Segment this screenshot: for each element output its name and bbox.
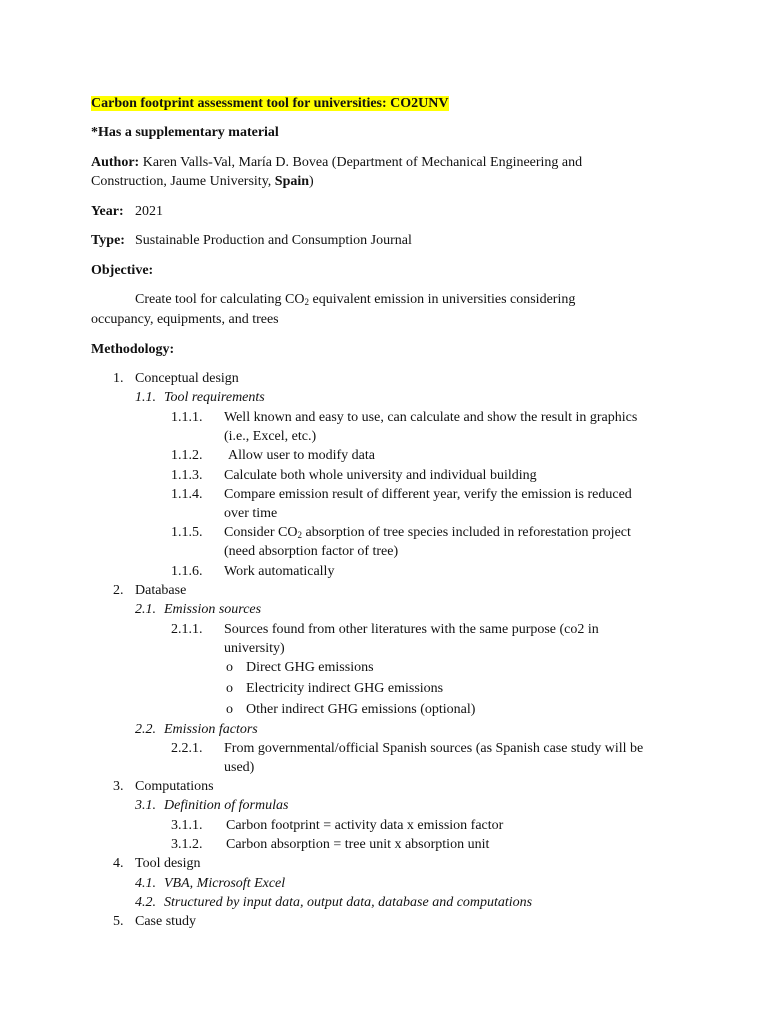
list-number: 1.1.2. (171, 448, 203, 463)
list-item: Definition of formulas (164, 798, 289, 813)
list-item: Carbon footprint = activity data x emission factor (226, 818, 504, 833)
list-number: 1.1.6. (171, 564, 203, 579)
list-item: From governmental/official Spanish sources (as Spanish case study will be (224, 741, 644, 756)
objective-text-2: occupancy, equipments, and trees (91, 312, 279, 327)
author-line-2: Construction, Jaume University, Spain) (91, 174, 314, 189)
bullet-item: Direct GHG emissions (246, 660, 374, 675)
list-item: Case study (135, 914, 197, 929)
list-number: 1.1.3. (171, 468, 203, 483)
list-number: 1.1. (135, 390, 156, 405)
list-item-continued: over time (224, 506, 278, 521)
list-number: 1.1.4. (171, 487, 203, 502)
list-number: 5. (113, 914, 124, 929)
list-number: 3.1.2. (171, 837, 203, 852)
objective-text: Create tool for calculating $CO_2$ equivalent emission in universities considering (135, 292, 576, 307)
document-title: Carbon footprint assessment tool for universities: CO2UNV (91, 96, 449, 111)
list-item: Structured by input data, output data, database and computations (164, 895, 533, 910)
author-affiliation: Construction, Jaume University, (91, 174, 275, 189)
list-item-continued: used) (224, 760, 255, 775)
methodology-label: Methodology: (91, 342, 175, 357)
list-number: 4.2. (135, 895, 156, 910)
list-number: 2.2. (135, 722, 156, 737)
bullet-icon: o (226, 681, 233, 696)
list-item: Well known and easy to use, can calculate and show the result in graphics (224, 410, 638, 425)
author-text: Karen Valls-Val, María D. Bovea (Department of Mechanical Engineering and (139, 155, 583, 170)
list-item: Allow user to modify data (228, 448, 375, 463)
list-item: Calculate both whole university and individual building (224, 468, 537, 483)
list-item: Tool design (135, 856, 201, 871)
year-value: 2021 (135, 204, 163, 219)
supplementary-note: *Has a supplementary material (91, 125, 279, 140)
list-item: Database (135, 583, 187, 598)
list-item: Computations (135, 779, 214, 794)
bullet-icon: o (226, 702, 233, 717)
list-number: 2.1.1. (171, 622, 203, 637)
list-item: Consider $CO_2$ absorption of tree species included in reforestation project (224, 525, 631, 540)
list-item: VBA, Microsoft Excel (164, 876, 286, 891)
bullet-item: Other indirect GHG emissions (optional) (246, 702, 476, 717)
list-item: Sources found from other literatures with the same purpose (co2 in (224, 622, 599, 637)
list-item: Carbon absorption = tree unit x absorption unit (226, 837, 490, 852)
type-value: Sustainable Production and Consumption Journal (135, 233, 412, 248)
list-item: Compare emission result of different year, verify the emission is reduced (224, 487, 632, 502)
list-item: Emission sources (164, 602, 262, 617)
list-item-continued: (i.e., Excel, etc.) (224, 429, 317, 444)
list-number: 1.1.5. (171, 525, 203, 540)
author-line (91, 153, 582, 172)
list-number: 1. (113, 371, 124, 386)
bullet-icon: o (226, 660, 233, 675)
objective-label: Objective: (91, 263, 154, 278)
list-number: 2.2.1. (171, 741, 203, 756)
list-number: 2. (113, 583, 124, 598)
list-number: 3. (113, 779, 124, 794)
list-item: Work automatically (224, 564, 335, 579)
author-country: Spain (274, 174, 310, 189)
list-item-continued: university) (224, 641, 285, 656)
list-number: 4. (113, 856, 124, 871)
list-item: Tool requirements (164, 390, 265, 405)
year-label: Year: (91, 204, 124, 219)
list-number: 2.1. (135, 602, 156, 617)
list-number: 3.1. (135, 798, 156, 813)
list-item: Conceptual design (135, 371, 239, 386)
list-item: Emission factors (164, 722, 258, 737)
list-item-continued: (need absorption factor of tree) (224, 544, 399, 559)
list-number: 4.1. (135, 876, 156, 891)
list-number: 3.1.1. (171, 818, 203, 833)
bullet-item: Electricity indirect GHG emissions (246, 681, 444, 696)
type-label: Type: (91, 233, 125, 248)
list-number: 1.1.1. (171, 410, 203, 425)
author-label: Author: (91, 155, 140, 170)
